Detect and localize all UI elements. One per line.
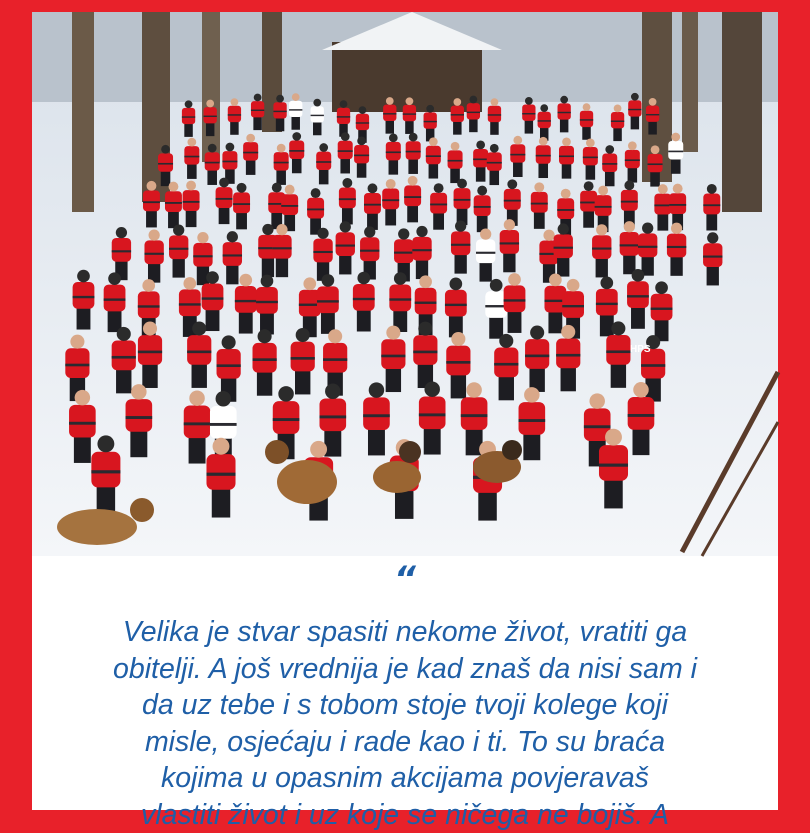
quote-line: misle, osjećaju i rade kao i ti. To su braća — [144, 725, 666, 758]
quote-line: obitelji. A još vrednija je kad znaš da nisi sam i — [113, 652, 697, 685]
rescue-team-photo — [32, 12, 778, 556]
quote-line: vlastiti život i uz koje se ničega ne bojiš. A — [140, 798, 670, 831]
content-card — [32, 12, 778, 831]
quote-mark-icon: “ — [394, 559, 416, 599]
quote-line: kojima u opasnim akcijama povjeravaš — [161, 762, 649, 794]
quote-line: da uz tebe i s tobom stoje tvoji kolege koji — [142, 689, 668, 721]
jacket-label: HPS — [630, 344, 651, 355]
group-photo — [32, 12, 778, 556]
quote-line: Velika je stvar spasiti nekome život, vratiti ga — [122, 616, 688, 648]
quote-text — [46, 614, 764, 833]
